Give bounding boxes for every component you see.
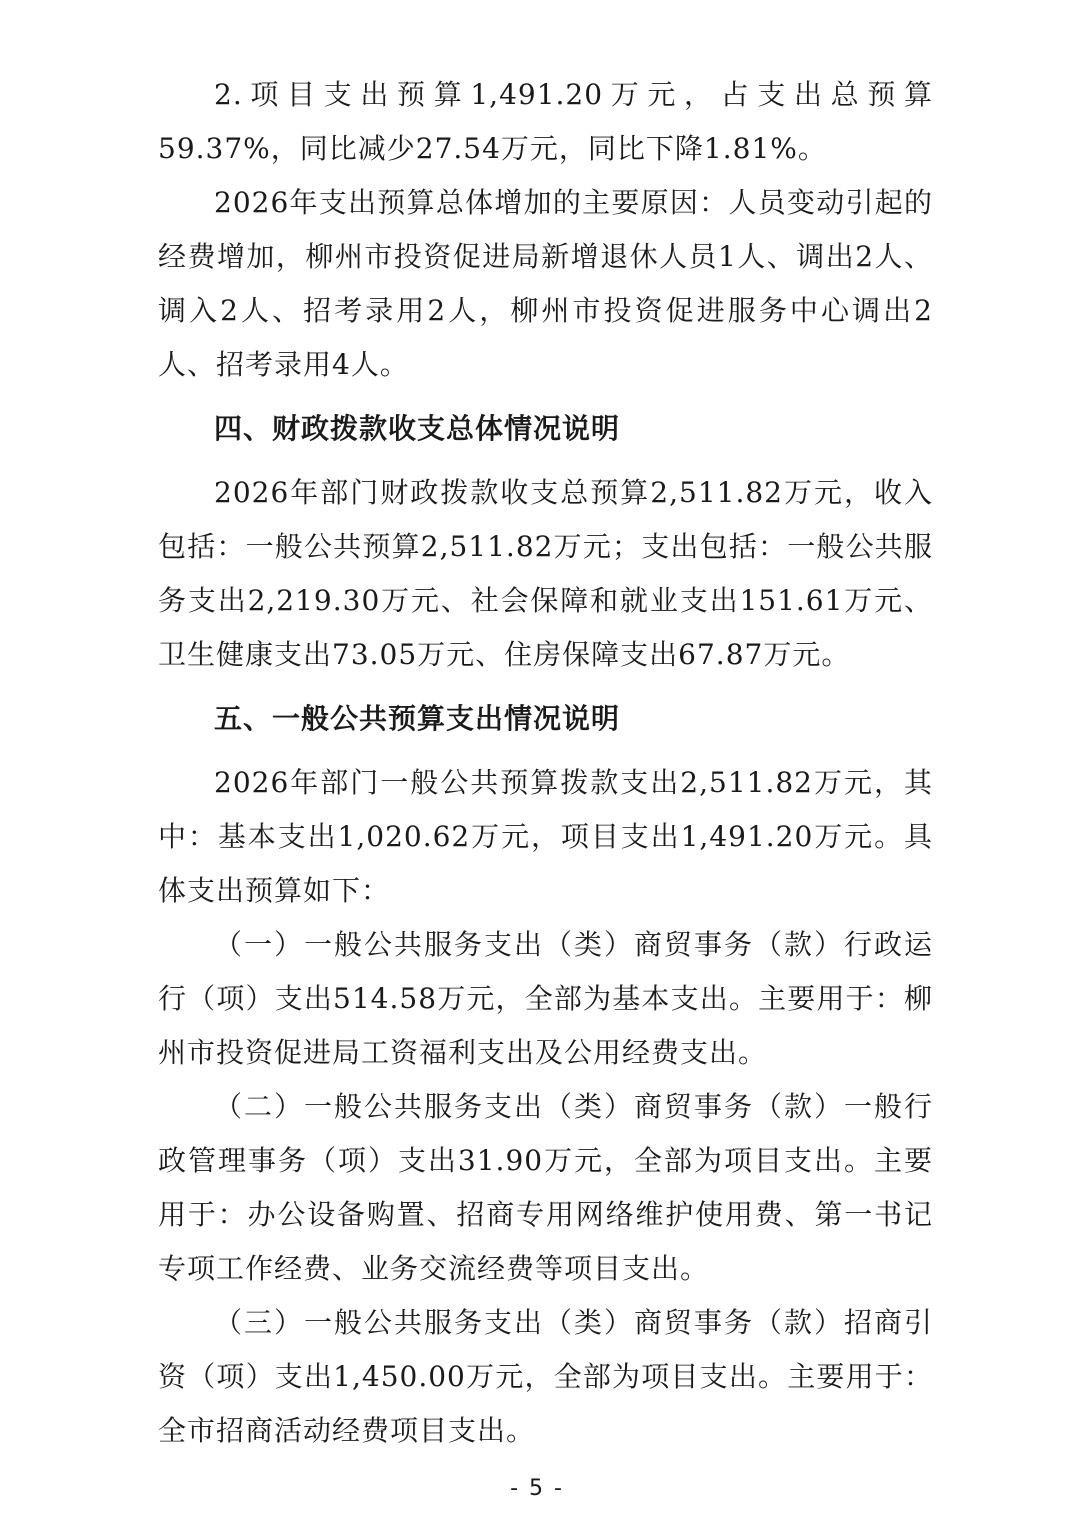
- section-heading-5: 五、一般公共预算支出情况说明: [214, 702, 621, 735]
- list-item-admin-management: （二）一般公共服务支出（类）商贸事务（款）一般行政管理事务（项）支出31.90万元，全部为项目支出。主要用于：办公设备购置、招商专用网络维护使用费、第一书记专项工作经费、业务交流经费等项目支出。: [158, 1090, 933, 1285]
- paragraph-fiscal-overview: 2026年部门财政拨款收支总预算2,511.82万元，收入包括：一般公共预算2,511.82万元；支出包括：一般公共服务支出2,219.30万元、社会保障和就业支出151.61万元、卫生健康支出73.05万元、住房保障支出67.87万元。: [158, 476, 933, 671]
- list-item-admin-operation: （一）一般公共服务支出（类）商贸事务（款）行政运行（项）支出514.58万元，全部为基本支出。主要用于：柳州市投资促进局工资福利支出及公用经费支出。: [158, 928, 933, 1069]
- list-item-investment-promotion: （三）一般公共服务支出（类）商贸事务（款）招商引资（项）支出1,450.00万元，全部为项目支出。主要用于：全市招商活动经费项目支出。: [158, 1306, 933, 1447]
- section-heading-4: 四、财政拨款收支总体情况说明: [214, 412, 621, 445]
- paragraph-project-expense: 2.项目支出预算1,491.20万元，占支出总预算59.37%，同比减少27.54万元，同比下降1.81%。: [158, 78, 933, 165]
- paragraph-increase-reason: 2026年支出预算总体增加的主要原因：人员变动引起的经费增加，柳州市投资促进局新增退休人员1人、调出2人、调入2人、招考录用2人，柳州市投资促进服务中心调出2人、招考录用4人。: [158, 186, 933, 381]
- paragraph-general-budget-intro: 2026年部门一般公共预算拨款支出2,511.82万元，其中：基本支出1,020.62万元，项目支出1,491.20万元。具体支出预算如下：: [158, 766, 933, 907]
- document-body: [158, 68, 933, 1458]
- page-number: - 5 -: [510, 1476, 564, 1501]
